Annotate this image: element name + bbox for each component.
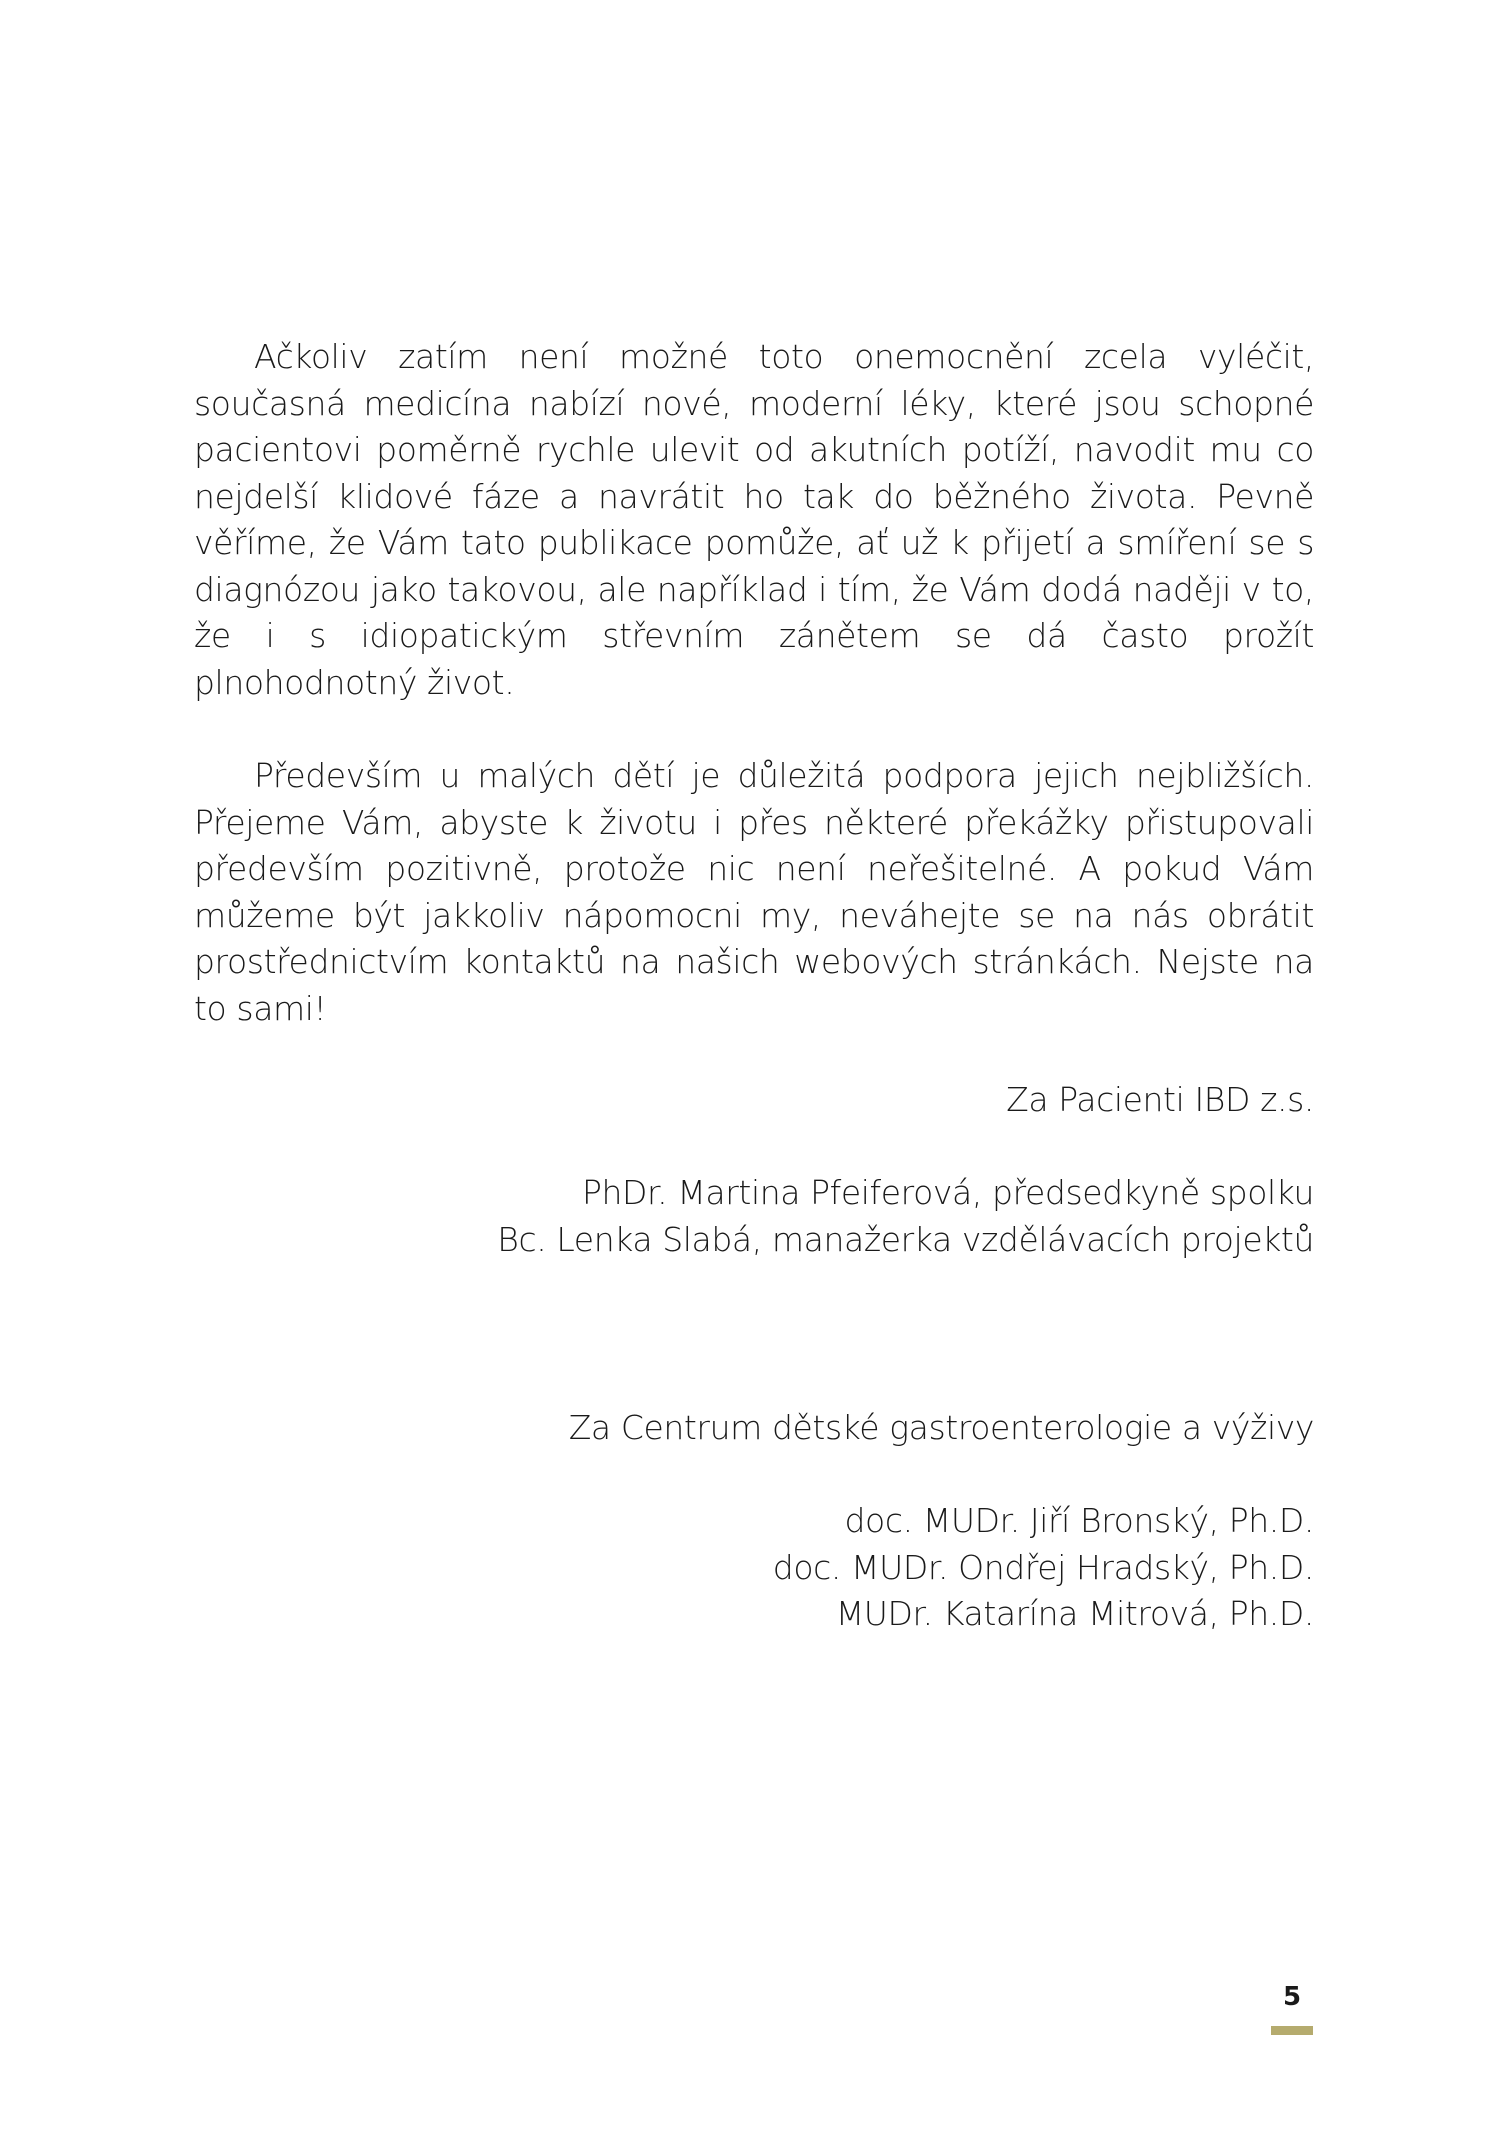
body-text xyxy=(194,334,1314,1032)
signature-org-label: Za Pacienti IBD z.s. xyxy=(1006,1080,1314,1119)
signature-name: doc. MUDr. Jiří Bronský, Ph.D. xyxy=(844,1501,1314,1540)
paragraph-support: Především u malých dětí je důležitá podpora jejich nejbližších. Přejeme Vám, abyste k životu i přes některé překážky přistupovali především pozitivně, protože nic není neřešitelné. A pokud Vám můžeme být jakkoliv nápomocni my, neváhejte se na nás obrátit prostřednictvím kontaktů na našich webových stránkách. Nejste na to sami! xyxy=(194,756,1314,1028)
page-number-accent-bar xyxy=(1271,2026,1313,2035)
signature-name: doc. MUDr. Ondřej Hradský, Ph.D. xyxy=(772,1547,1314,1587)
signature-name: PhDr. Martina Pfeiferová, předsedkyně spolku xyxy=(582,1173,1314,1212)
page-number: 5 xyxy=(1282,1982,1302,2012)
signature-org-pacienti-ibd xyxy=(194,1077,1314,1124)
signature-org-centrum xyxy=(194,1405,1314,1452)
signature-names-centrum xyxy=(194,1498,1314,1638)
signature-name: MUDr. Katarína Mitrová, Ph.D. xyxy=(835,1594,1314,1633)
signature-names-pacienti-ibd xyxy=(194,1170,1314,1263)
signature-org-label: Za Centrum dětské gastroenterologie a výživy xyxy=(568,1408,1314,1447)
paragraph-intro: Ačkoliv zatím není možné toto onemocnění zcela vyléčit, současná medicína nabízí nové, moderní léky, které jsou schopné pacientovi poměrně rychle ulevit od akutních potíží, navodit mu co nejdelší klidové fáze a navrátit ho tak do běžného života. Pevně věříme, že Vám tato publikace pomůže, ať už k přijetí a smíření se s diagnózou jako takovou, ale například i tím, že Vám dodá naději v to, že i s idiopatickým střevním zánětem se dá často prožít plnohodnotný život. xyxy=(194,337,1314,702)
signature-name: Bc. Lenka Slabá, manažerka vzdělávacích projektů xyxy=(497,1219,1314,1259)
